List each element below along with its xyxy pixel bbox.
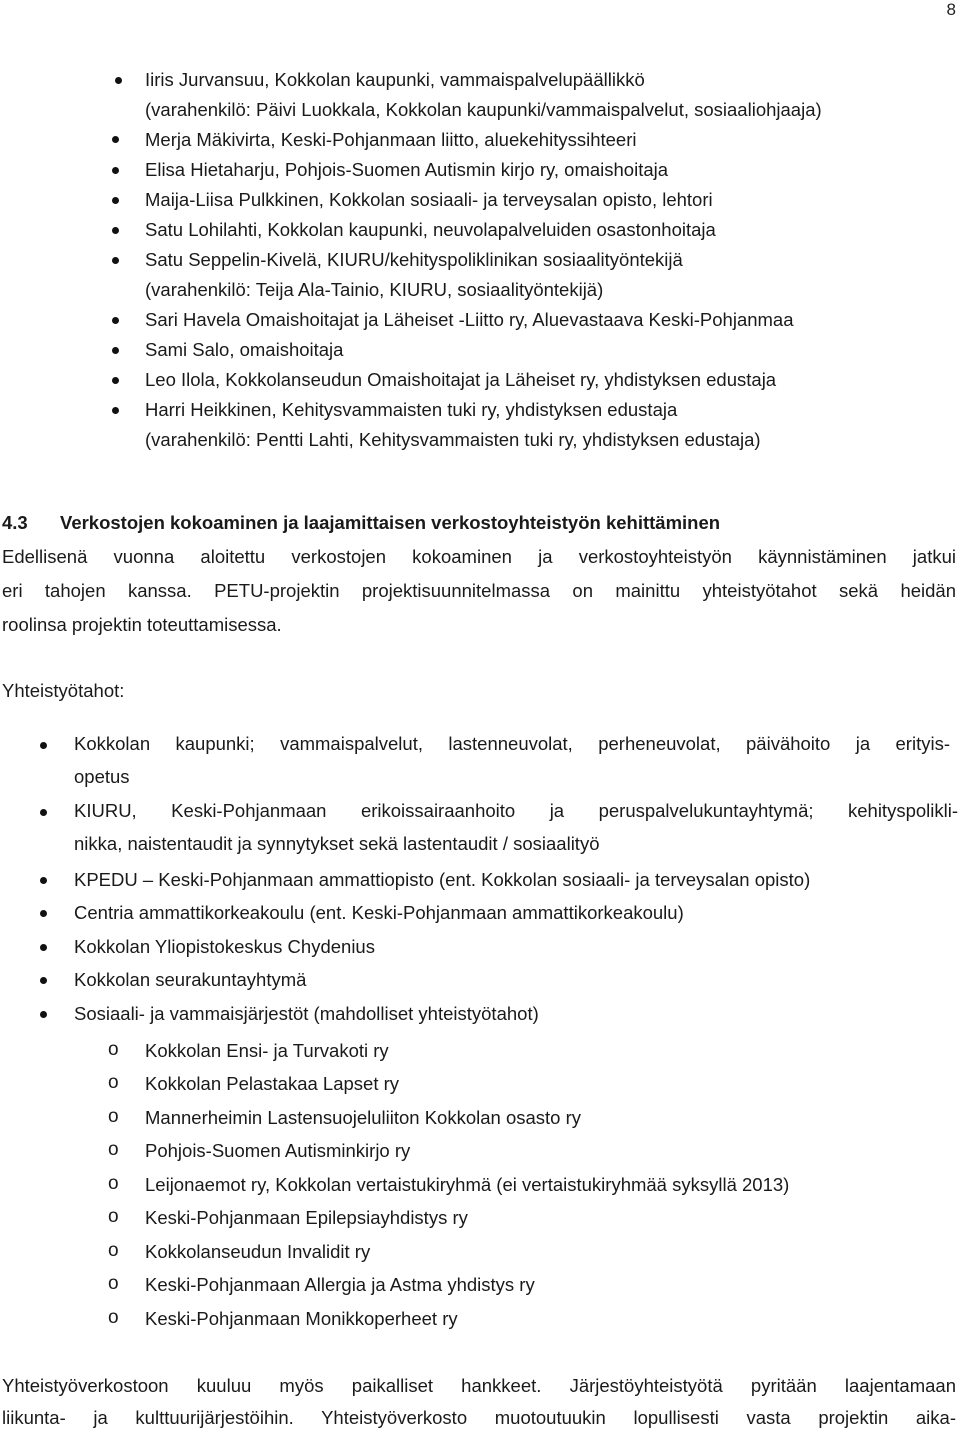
bullet-icon [112, 197, 119, 204]
circle-bullet-icon: o [108, 1039, 119, 1060]
paragraph-line: roolinsa projektin toteuttamisessa. [2, 614, 282, 635]
circle-bullet-icon: o [108, 1173, 119, 1194]
organization-item: Keski-Pohjanmaan Allergia ja Astma yhdistys ry [145, 1274, 535, 1295]
bullet-icon [40, 910, 47, 917]
member-item: Sari Havela Omaishoitajat ja Läheiset -Liitto ry, Aluevastaava Keski-Pohjanmaa [145, 309, 794, 330]
bullet-icon [112, 407, 119, 414]
partner-item: KIURU, Keski-Pohjanmaan erikoissairaanhoito ja peruspalvelukuntayhtymä; kehityspolikli- [74, 800, 958, 821]
bullet-icon [112, 136, 119, 143]
member-item: Elisa Hietaharju, Pohjois-Suomen Autismin kirjo ry, omaishoitaja [145, 159, 669, 180]
organization-item: Keski-Pohjanmaan Epilepsiayhdistys ry [145, 1207, 468, 1228]
circle-bullet-icon: o [108, 1307, 119, 1328]
member-item: Harri Heikkinen, Kehitysvammaisten tuki ry, yhdistyksen edustaja [145, 399, 678, 420]
bullet-icon [112, 317, 119, 324]
partner-item: Kokkolan Yliopistokeskus Chydenius [74, 936, 375, 957]
circle-bullet-icon: o [108, 1139, 119, 1160]
partner-item: Centria ammattikorkeakoulu (ent. Keski-Pohjanmaan ammattikorkeakoulu) [74, 902, 684, 923]
partner-item: Kokkolan seurakuntayhtymä [74, 969, 307, 990]
bullet-icon [40, 742, 47, 749]
bullet-icon [112, 167, 119, 174]
organization-item: Mannerheimin Lastensuojeluliiton Kokkolan osasto ry [145, 1107, 582, 1128]
partner-item-continued: nikka, naistentaudit ja synnytykset sekä lastentaudit / sosiaalityö [74, 833, 600, 854]
bullet-icon [40, 877, 47, 884]
bullet-icon [112, 227, 119, 234]
bullet-icon [112, 257, 119, 264]
member-item: Leo Ilola, Kokkolanseudun Omaishoitajat ja Läheiset ry, yhdistyksen edustaja [145, 369, 777, 390]
organization-item: Kokkolanseudun Invalidit ry [145, 1241, 371, 1262]
partner-item: Sosiaali- ja vammaisjärjestöt (mahdolliset yhteistyötahot) [74, 1003, 539, 1024]
bullet-icon [40, 809, 47, 816]
organization-item: Kokkolan Ensi- ja Turvakoti ry [145, 1040, 389, 1061]
organization-item: Kokkolan Pelastakaa Lapset ry [145, 1073, 400, 1094]
member-item: Satu Seppelin-Kivelä, KIURU/kehityspoliklinikan sosiaalityöntekijä [145, 249, 683, 270]
bullet-icon [40, 977, 47, 984]
paragraph-line: liikunta- ja kulttuurijärjestöihin. Yhteistyöverkosto muotoutuukin lopullisesti vasta projektin aika- [2, 1407, 956, 1428]
member-item: Maija-Liisa Pulkkinen, Kokkolan sosiaali- ja terveysalan opisto, lehtori [145, 189, 713, 210]
section-title: Verkostojen kokoaminen ja laajamittaisen verkostoyhteistyön kehittäminen [60, 512, 721, 533]
member-substitute: (varahenkilö: Teija Ala-Tainio, KIURU, sosiaalityöntekijä) [145, 279, 604, 300]
organization-item: Keski-Pohjanmaan Monikkoperheet ry [145, 1308, 458, 1329]
member-substitute: (varahenkilö: Pentti Lahti, Kehitysvammaisten tuki ry, yhdistyksen edustaja) [145, 429, 761, 450]
bullet-icon [40, 1011, 47, 1018]
circle-bullet-icon: o [108, 1106, 119, 1127]
partner-item: KPEDU – Keski-Pohjanmaan ammattiopisto (ent. Kokkolan sosiaali- ja terveysalan opisto) [74, 869, 811, 890]
bullet-icon [112, 377, 119, 384]
page-number: 8 [946, 0, 956, 19]
paragraph-line: Yhteistyöverkostoon kuuluu myös paikalliset hankkeet. Järjestöyhteistyötä pyritään laajentamaan [2, 1375, 956, 1396]
member-item: Satu Lohilahti, Kokkolan kaupunki, neuvolapalveluiden osastonhoitaja [145, 219, 716, 240]
organization-item: Pohjois-Suomen Autisminkirjo ry [145, 1140, 411, 1161]
circle-bullet-icon: o [108, 1273, 119, 1294]
organization-item: Leijonaemot ry, Kokkolan vertaistukiryhmä (ei vertaistukiryhmää syksyllä 2013) [145, 1174, 790, 1195]
circle-bullet-icon: o [108, 1240, 119, 1261]
bullet-icon [115, 77, 122, 84]
partners-label: Yhteistyötahot: [2, 680, 125, 701]
paragraph-line: Edellisenä vuonna aloitettu verkostojen kokoaminen ja verkostoyhteistyön käynnistäminen jatkui [2, 546, 956, 567]
section-number: 4.3 [2, 512, 28, 533]
member-item: Iiris Jurvansuu, Kokkolan kaupunki, vammaispalvelupäällikkö [145, 69, 645, 90]
member-item: Merja Mäkivirta, Keski-Pohjanmaan liitto, aluekehityssihteeri [145, 129, 637, 150]
bullet-icon [40, 944, 47, 951]
circle-bullet-icon: o [108, 1072, 119, 1093]
circle-bullet-icon: o [108, 1206, 119, 1227]
partner-item: Kokkolan kaupunki; vammaispalvelut, lastenneuvolat, perheneuvolat, päivähoito ja erityis- [74, 733, 950, 754]
partner-item-continued: opetus [74, 766, 130, 787]
member-item: Sami Salo, omaishoitaja [145, 339, 344, 360]
paragraph-line: eri tahojen kanssa. PETU-projektin projektisuunnitelmassa on mainittu yhteistyötahot sekä heidän [2, 580, 956, 601]
bullet-icon [112, 347, 119, 354]
member-substitute: (varahenkilö: Päivi Luokkala, Kokkolan kaupunki/vammaispalvelut, sosiaaliohjaaja) [145, 99, 822, 120]
